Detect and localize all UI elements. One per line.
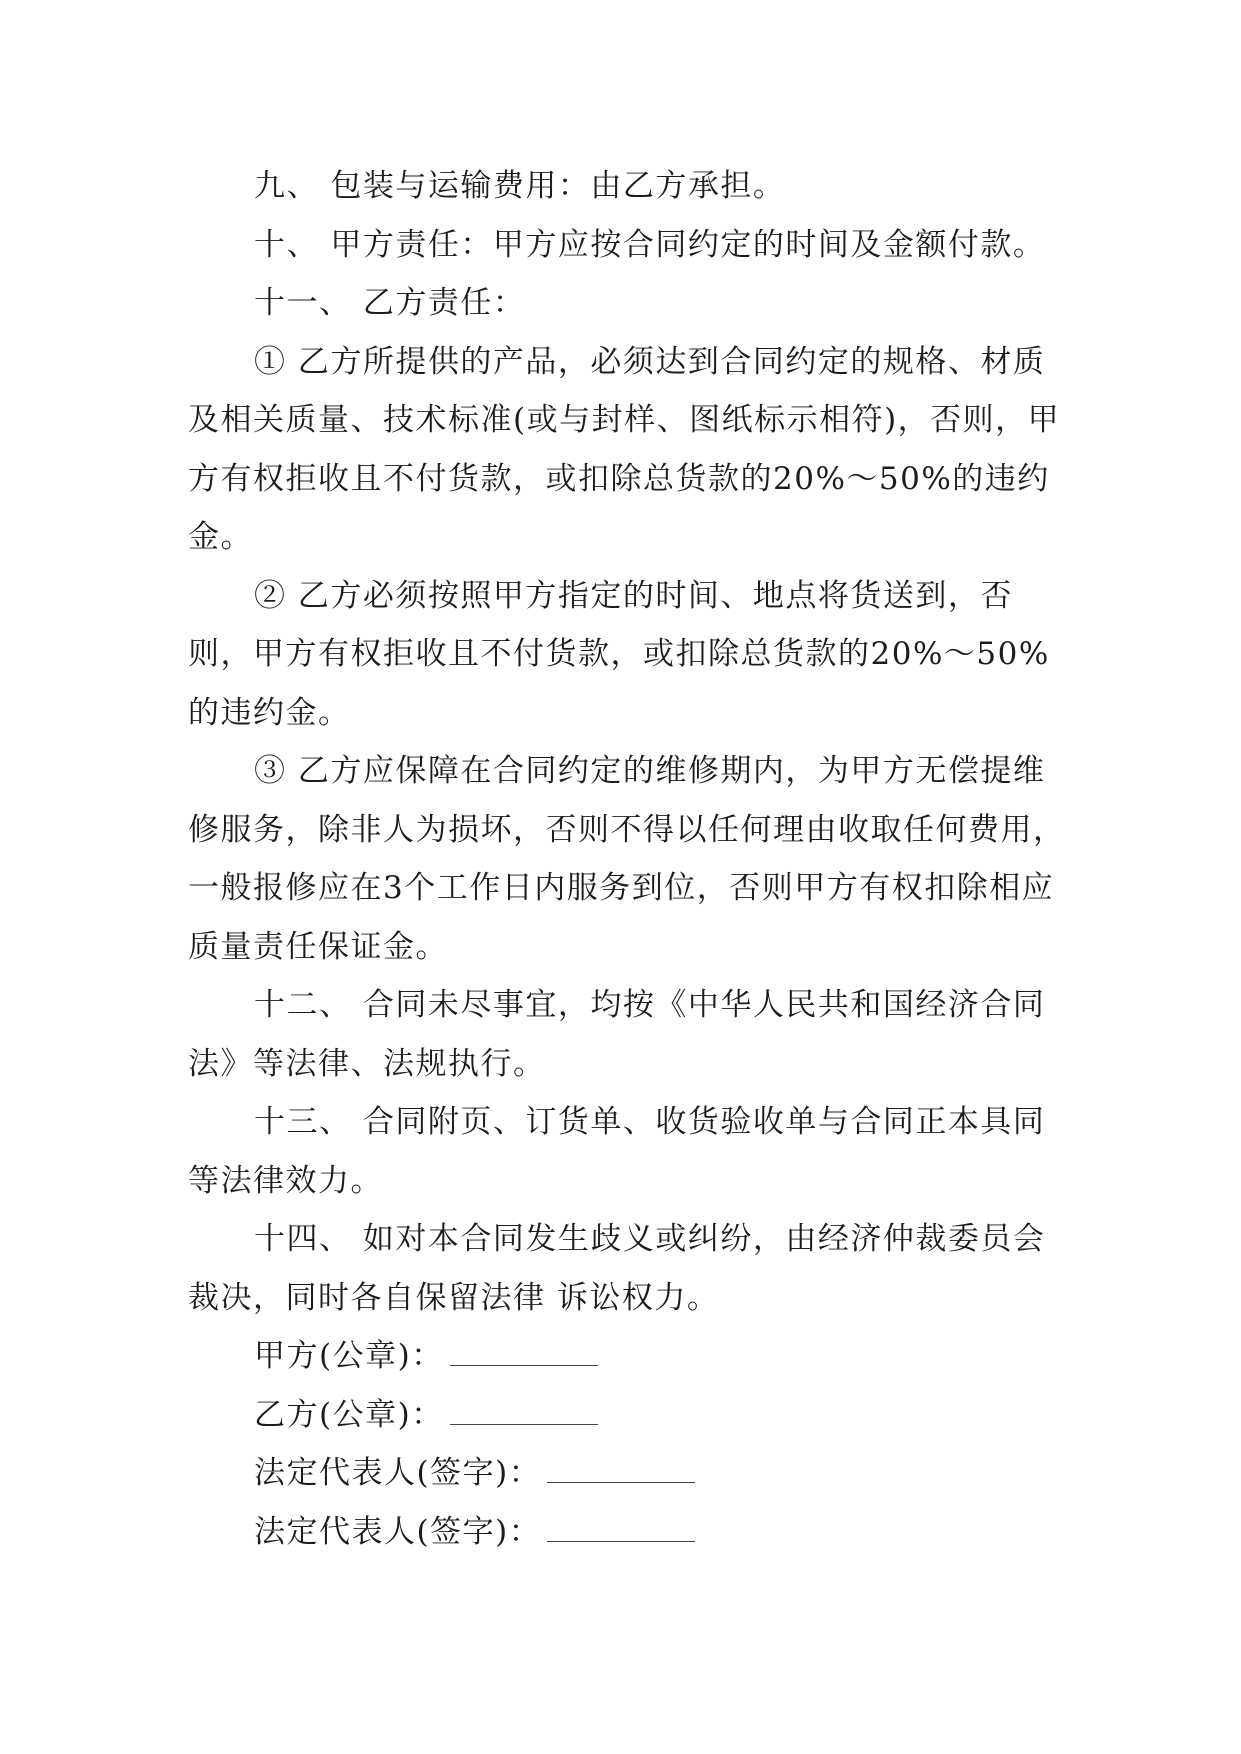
clause-11-item-3: ③ 乙方应保障在合同约定的维修期内，为甲方无偿提维修服务，除非人为损坏，否则不得以任何理由收取任何费用，一般报修应在3个工作日内服务到位，否则甲方有权扣除相应质量责任保证金。 xyxy=(188,753,1066,965)
signature-legal-rep-b-line xyxy=(547,1517,695,1542)
clause-11-item-1: ① 乙方所提供的产品，必须达到合同约定的规格、材质及相关质量、技术标准(或与封样、图纸标示相符)，否则，甲方有权拒收且不付货款，或扣除总货款的20%～50%的违约金。 xyxy=(188,343,1061,555)
signature-legal-rep-a-label: 法定代表人(签字)： xyxy=(254,1455,542,1491)
signature-party-a-label: 甲方(公章)： xyxy=(254,1338,444,1374)
signature-legal-rep-b xyxy=(188,1503,1068,1562)
signature-legal-rep-b-label: 法定代表人(签字)： xyxy=(254,1513,542,1550)
signature-party-a-line xyxy=(450,1341,598,1366)
signature-party-b xyxy=(188,1386,1068,1445)
clause-12: 十二、 合同未尽事宜，均按《中华人民共和国经济合同法》等法律、法规执行。 xyxy=(188,987,1046,1082)
signature-legal-rep-a-line xyxy=(547,1458,695,1483)
signature-party-a xyxy=(188,1327,1068,1386)
signature-party-b-label: 乙方(公章)： xyxy=(254,1396,444,1433)
clause-14: 十四、 如对本合同发生歧义或纠纷，由经济仲裁委员会裁决，同时各自保留法律 诉讼权力。 xyxy=(188,1221,1046,1316)
signature-legal-rep-a xyxy=(188,1444,1068,1503)
document-body xyxy=(188,157,1068,1561)
clause-11: 十一、 乙方责任： xyxy=(254,285,526,321)
clause-11-item-2: ② 乙方必须按照甲方指定的时间、地点将货送到，否则，甲方有权拒收且不付货款，或扣除总货款的20%～50%的违约金。 xyxy=(188,577,1050,731)
clause-10: 十、 甲方责任：甲方应按合同约定的时间及金额付款。 xyxy=(254,226,1046,263)
clause-9: 九、 包装与运输费用：由乙方承担。 xyxy=(254,168,786,204)
clause-13: 十三、 合同附页、订货单、收货验收单与合同正本具同等法律效力。 xyxy=(188,1104,1046,1199)
signature-party-b-line xyxy=(450,1400,598,1425)
